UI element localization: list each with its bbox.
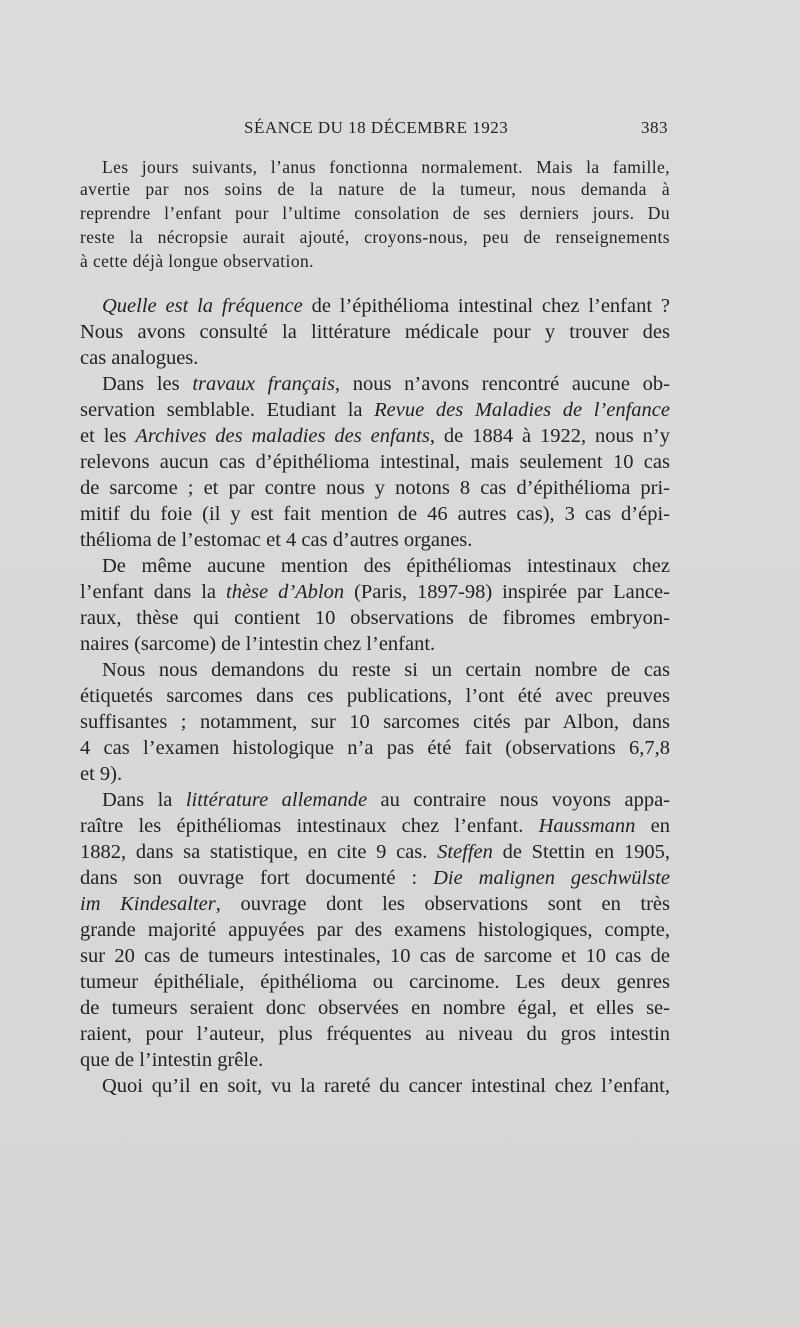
- text-line: dans son ouvrage fort documenté : Die malignen geschwülste: [80, 867, 670, 889]
- text-line: reste la nécropsie aurait ajouté, croyons-nous, peu de renseignements: [80, 227, 670, 247]
- text-line: relevons aucun cas d’épithélioma intestinal, mais seulement 10 cas: [80, 451, 670, 473]
- text-line: sur 20 cas de tumeurs intestinales, 10 cas de sarcome et 10 cas de: [80, 945, 670, 967]
- text-line: Nous nous demandons du reste si un certain nombre de cas: [102, 659, 670, 681]
- text-line: grande majorité appuyées par des examens histologiques, compte,: [80, 919, 670, 941]
- text-line: avertie par nos soins de la nature de la tumeur, nous demanda à: [80, 179, 670, 199]
- text-line: mitif du foie (il y est fait mention de 46 autres cas), 3 cas d’épi-: [80, 503, 670, 525]
- running-header: [80, 118, 668, 142]
- text-line: étiquetés sarcomes dans ces publications, l’ont été avec preuves: [80, 685, 670, 707]
- text-line: cas analogues.: [80, 347, 199, 369]
- text-line: raux, thèse qui contient 10 observations de fibromes embryon-: [80, 607, 670, 629]
- text-line: raient, pour l’auteur, plus fréquentes au niveau du gros intestin: [80, 1023, 670, 1045]
- text-line: reprendre l’enfant pour l’ultime consolation de ses derniers jours. Du: [80, 203, 670, 223]
- text-line: et 9).: [80, 763, 123, 785]
- text-line: servation semblable. Etudiant la Revue des Maladies de l’enfance: [80, 399, 670, 421]
- text-line: Les jours suivants, l’anus fonctionna normalement. Mais la famille,: [102, 157, 670, 177]
- page-number: 383: [641, 118, 668, 137]
- text-line: im Kindesalter, ouvrage dont les observations sont en très: [80, 893, 671, 915]
- text-line: et les Archives des maladies des enfants, de 1884 à 1922, nous n’y: [80, 425, 670, 447]
- text-line: thélioma de l’estomac et 4 cas d’autres organes.: [80, 529, 473, 551]
- text-line: naires (sarcome) de l’intestin chez l’enfant.: [80, 633, 436, 655]
- text-line: tumeur épithéliale, épithélioma ou carcinome. Les deux genres: [80, 971, 670, 993]
- text-line: de sarcome ; et par contre nous y notons 8 cas d’épithélioma pri-: [80, 477, 670, 499]
- text-line: que de l’intestin grêle.: [80, 1049, 264, 1071]
- text-line: Dans la littérature allemande au contraire nous voyons appa-: [102, 789, 670, 811]
- text-line: raître les épithéliomas intestinaux chez l’enfant. Haussmann en: [80, 815, 670, 837]
- text-line: Quelle est la fréquence de l’épithélioma intestinal chez l’enfant ?: [102, 295, 671, 317]
- text-line: De même aucune mention des épithéliomas intestinaux chez: [102, 555, 670, 577]
- text-line: Dans les travaux français, nous n’avons rencontré aucune ob-: [102, 373, 670, 395]
- text-line: suffisantes ; notamment, sur 10 sarcomes cités par Albon, dans: [80, 711, 670, 733]
- text-line: 4 cas l’examen histologique n’a pas été fait (observations 6,7,8: [80, 737, 670, 759]
- text-line: de tumeurs seraient donc observées en nombre égal, et elles se-: [80, 997, 670, 1019]
- text-line: l’enfant dans la thèse d’Ablon (Paris, 1897-98) inspirée par Lance-: [80, 581, 670, 603]
- running-title: SÉANCE DU 18 DÉCEMBRE 1923: [244, 118, 509, 137]
- text-line: à cette déjà longue observation.: [80, 251, 314, 271]
- text-line: Quoi qu’il en soit, vu la rareté du cancer intestinal chez l’enfant,: [102, 1075, 670, 1097]
- text-line: 1882, dans sa statistique, en cite 9 cas. Steffen de Stettin en 1905,: [80, 841, 671, 863]
- text-line: Nous avons consulté la littérature médicale pour y trouver des: [80, 321, 670, 343]
